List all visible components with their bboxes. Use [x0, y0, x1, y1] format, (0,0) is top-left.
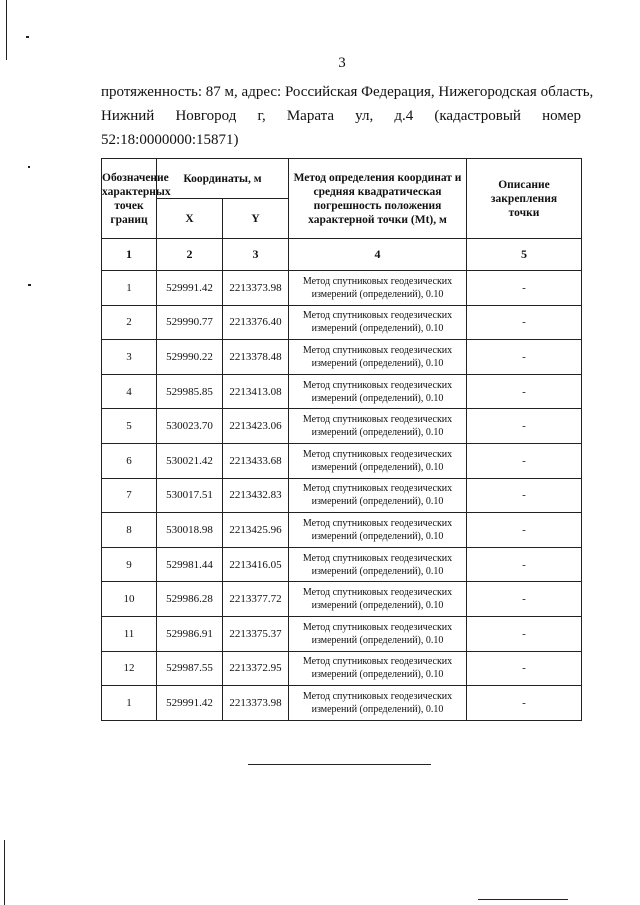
y-cell: 2213378.48 [223, 340, 289, 375]
table-row [102, 478, 582, 513]
point-cell: 5 [102, 409, 157, 444]
column-number: 1 [102, 239, 157, 271]
x-cell: 529991.42 [157, 271, 223, 306]
fixing-cell: - [467, 271, 582, 306]
y-cell: 2213375.37 [223, 616, 289, 651]
header-point: Обозначение характерных точек границ [102, 159, 157, 239]
page-number: 3 [338, 55, 346, 71]
table-row [102, 374, 582, 409]
point-cell: 7 [102, 478, 157, 513]
x-cell: 530021.42 [157, 443, 223, 478]
y-cell: 2213413.08 [223, 374, 289, 409]
x-cell: 529986.91 [157, 616, 223, 651]
table-row [102, 443, 582, 478]
y-cell: 2213372.95 [223, 651, 289, 686]
y-cell: 2213373.98 [223, 271, 289, 306]
fixing-cell: - [467, 340, 582, 375]
column-number: 4 [289, 239, 467, 271]
column-number: 5 [467, 239, 582, 271]
fixing-cell: - [467, 409, 582, 444]
point-cell: 1 [102, 271, 157, 306]
table-row [102, 547, 582, 582]
x-cell: 529981.44 [157, 547, 223, 582]
table-row [102, 686, 582, 721]
y-cell: 2213377.72 [223, 582, 289, 617]
scan-mark [28, 166, 30, 168]
table-row [102, 651, 582, 686]
method-cell: Метод спутниковых геодезических измерений (определений), 0.10 [289, 409, 467, 444]
method-cell: Метод спутниковых геодезических измерений (определений), 0.10 [289, 616, 467, 651]
method-cell: Метод спутниковых геодезических измерений (определений), 0.10 [289, 513, 467, 548]
scan-margin-line [4, 840, 5, 905]
x-cell: 529990.77 [157, 305, 223, 340]
method-cell: Метод спутниковых геодезических измерений (определений), 0.10 [289, 582, 467, 617]
point-cell: 2 [102, 305, 157, 340]
fixing-cell: - [467, 616, 582, 651]
fixing-cell: - [467, 513, 582, 548]
fixing-cell: - [467, 686, 582, 721]
column-number: 2 [157, 239, 223, 271]
method-cell: Метод спутниковых геодезических измерений (определений), 0.10 [289, 374, 467, 409]
fixing-cell: - [467, 374, 582, 409]
x-cell: 529986.28 [157, 582, 223, 617]
method-cell: Метод спутниковых геодезических измерений (определений), 0.10 [289, 686, 467, 721]
fixing-cell: - [467, 305, 582, 340]
scan-mark [26, 36, 29, 38]
table-row [102, 409, 582, 444]
point-cell: 4 [102, 374, 157, 409]
header-y: Y [223, 199, 289, 239]
table-row [102, 271, 582, 306]
point-cell: 1 [102, 686, 157, 721]
method-cell: Метод спутниковых геодезических измерений (определений), 0.10 [289, 305, 467, 340]
scan-margin-line [6, 0, 7, 60]
table-row [102, 340, 582, 375]
table-row [102, 305, 582, 340]
y-cell: 2213376.40 [223, 305, 289, 340]
table-row [102, 582, 582, 617]
column-number: 3 [223, 239, 289, 271]
method-cell: Метод спутниковых геодезических измерений (определений), 0.10 [289, 478, 467, 513]
x-cell: 530017.51 [157, 478, 223, 513]
point-cell: 10 [102, 582, 157, 617]
y-cell: 2213373.98 [223, 686, 289, 721]
method-cell: Метод спутниковых геодезических измерений (определений), 0.10 [289, 271, 467, 306]
fixing-cell: - [467, 443, 582, 478]
fixing-cell: - [467, 478, 582, 513]
point-cell: 9 [102, 547, 157, 582]
x-cell: 529985.85 [157, 374, 223, 409]
method-cell: Метод спутниковых геодезических измерений (определений), 0.10 [289, 651, 467, 686]
table-row [102, 513, 582, 548]
header-fixing: Описание закрепления точки [467, 159, 582, 239]
y-cell: 2213432.83 [223, 478, 289, 513]
y-cell: 2213423.06 [223, 409, 289, 444]
x-cell: 529987.55 [157, 651, 223, 686]
scan-mark [478, 899, 568, 900]
intro-line: протяженность: 87 м, адрес: Российская Федерация, Нижегородская область, [101, 84, 594, 100]
method-cell: Метод спутниковых геодезических измерений (определений), 0.10 [289, 547, 467, 582]
header-coords: Координаты, м [157, 159, 289, 199]
table-row [102, 616, 582, 651]
x-cell: 529991.42 [157, 686, 223, 721]
y-cell: 2213425.96 [223, 513, 289, 548]
y-cell: 2213416.05 [223, 547, 289, 582]
intro-paragraph [101, 80, 594, 152]
header-method: Метод определения координат и средняя квадратическая погрешность положения характерной точки (Mt), м [289, 159, 467, 239]
intro-line: Нижний Новгород г, Марата ул, д.4 (кадастровый номер [101, 108, 581, 124]
scan-mark [28, 284, 31, 286]
intro-line: 52:18:0000000:15871) [101, 132, 239, 148]
point-cell: 12 [102, 651, 157, 686]
header-x: X [157, 199, 223, 239]
point-cell: 3 [102, 340, 157, 375]
y-cell: 2213433.68 [223, 443, 289, 478]
fixing-cell: - [467, 582, 582, 617]
bottom-rule [248, 764, 431, 765]
method-cell: Метод спутниковых геодезических измерений (определений), 0.10 [289, 340, 467, 375]
point-cell: 6 [102, 443, 157, 478]
point-cell: 11 [102, 616, 157, 651]
coordinates-table [101, 158, 582, 721]
column-numbers-row [102, 239, 582, 271]
point-cell: 8 [102, 513, 157, 548]
x-cell: 529990.22 [157, 340, 223, 375]
fixing-cell: - [467, 651, 582, 686]
fixing-cell: - [467, 547, 582, 582]
method-cell: Метод спутниковых геодезических измерений (определений), 0.10 [289, 443, 467, 478]
x-cell: 530023.70 [157, 409, 223, 444]
x-cell: 530018.98 [157, 513, 223, 548]
